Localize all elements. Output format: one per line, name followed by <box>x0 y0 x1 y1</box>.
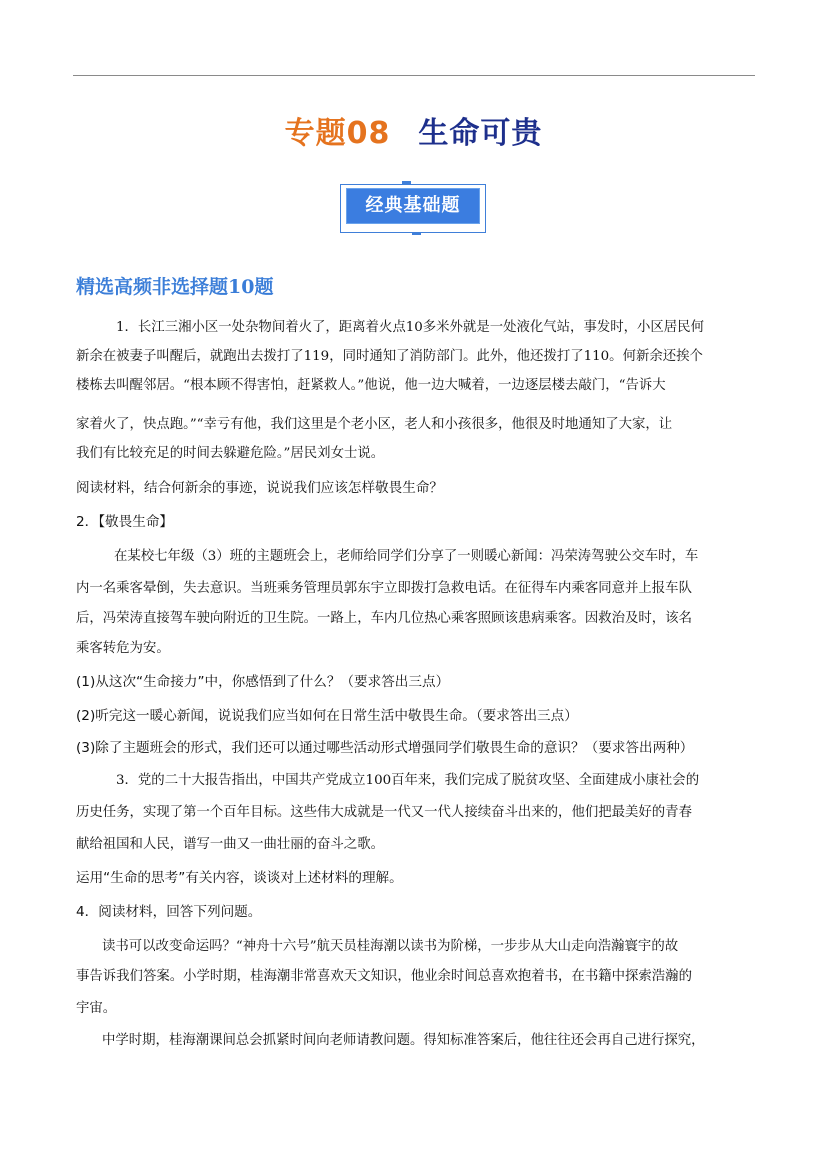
q1-line-1: 1．长江三湘小区一处杂物间着火了，距离着火点10多米外就是一处液化气站，事发时，小区居民何 <box>116 320 704 335</box>
q4-heading: 4．阅读材料，回答下列问题。 <box>76 904 262 920</box>
q2-sub-question-1: (1)从这次“生命接力”中，你感悟到了什么？（要求答出三点） <box>76 674 450 690</box>
badge-label: 经典基础题 <box>346 188 480 224</box>
header-rule <box>73 75 755 76</box>
q3-line-2: 历史任务，实现了第一个百年目标。这些伟大成就是一代又一代人接续奋斗出来的，他们把最美好的青春 <box>76 805 692 820</box>
q4-para2-line-1: 中学时期，桂海潮课间总会抓紧时间向老师请教问题。得知标准答案后，他往往还会再自己进行探究， <box>102 1033 705 1048</box>
section-title: 精选高频非选择题10题 <box>76 276 274 298</box>
q1-question: 阅读材料，结合何新余的事迹，说说我们应该怎样敬畏生命？ <box>76 480 444 496</box>
q1-line-4: 家着火了，快点跑。”“幸亏有他，我们这里是个老小区，老人和小孩很多，他很及时地通知了大家，让 <box>76 417 673 432</box>
q3-line-1: 3．党的二十大报告指出，中国共产党成立100百年来，我们完成了脱贫攻坚、全面建成小康社会的 <box>116 773 700 788</box>
title-number: 专题08 <box>284 116 391 151</box>
badge-tick-bottom <box>412 232 421 235</box>
q1-line-2: 新余在被妻子叫醒后，就跑出去拨打了119，同时通知了消防部门。此外，他还拨打了110。何新余还挨个 <box>76 349 703 364</box>
q4-para1-line-1: 读书可以改变命运吗？“神舟十六号”航天员桂海潮以读书为阶梯，一步步从大山走向浩瀚寰宇的故 <box>102 939 679 954</box>
q2-line-1: 在某校七年级（3）班的主题班会上，老师给同学们分享了一则暖心新闻：冯荣涛驾驶公交车时，车 <box>114 549 699 564</box>
q2-heading: 2．【敬畏生命】 <box>76 514 174 530</box>
q4-para1-line-2: 事告诉我们答案。小学时期，桂海潮非常喜欢天文知识，他业余时间总喜欢抱着书，在书籍中探索浩瀚的 <box>76 969 692 984</box>
q1-line-3: 楼栋去叫醒邻居。“根本顾不得害怕，赶紧救人。”他说，他一边大喊着，一边逐层楼去敲门，“告诉大 <box>76 378 666 393</box>
q2-line-4: 乘客转危为安。 <box>76 641 170 656</box>
badge-tick-top <box>402 181 411 184</box>
q1-line-5: 我们有比较充足的时间去躲避危险。”居民刘女士说。 <box>76 446 385 461</box>
page-title <box>0 108 827 152</box>
q2-line-2: 内一名乘客晕倒，失去意识。当班乘务管理员郭东宇立即拨打急救电话。在征得车内乘客同意并上报车队 <box>76 581 692 596</box>
q2-line-3: 后，冯荣涛直接驾车驶向附近的卫生院。一路上，车内几位热心乘客照顾该患病乘客。因救治及时，该名 <box>76 611 692 626</box>
category-badge <box>340 181 488 235</box>
q3-question: 运用“生命的思考”有关内容，谈谈对上述材料的理解。 <box>76 870 403 886</box>
q4-para1-line-3: 宇宙。 <box>76 1001 117 1016</box>
title-name: 生命可贵 <box>418 116 543 151</box>
q2-sub-question-2: (2)听完这一暖心新闻，说说我们应当如何在日常生活中敬畏生命。（要求答出三点） <box>76 708 578 724</box>
q2-sub-question-3: (3)除了主题班会的形式，我们还可以通过哪些活动形式增强同学们敬畏生命的意识？（要求答出两种） <box>76 740 694 756</box>
q3-line-3: 献给祖国和人民，谱写一曲又一曲壮丽的奋斗之歌。 <box>76 837 384 852</box>
